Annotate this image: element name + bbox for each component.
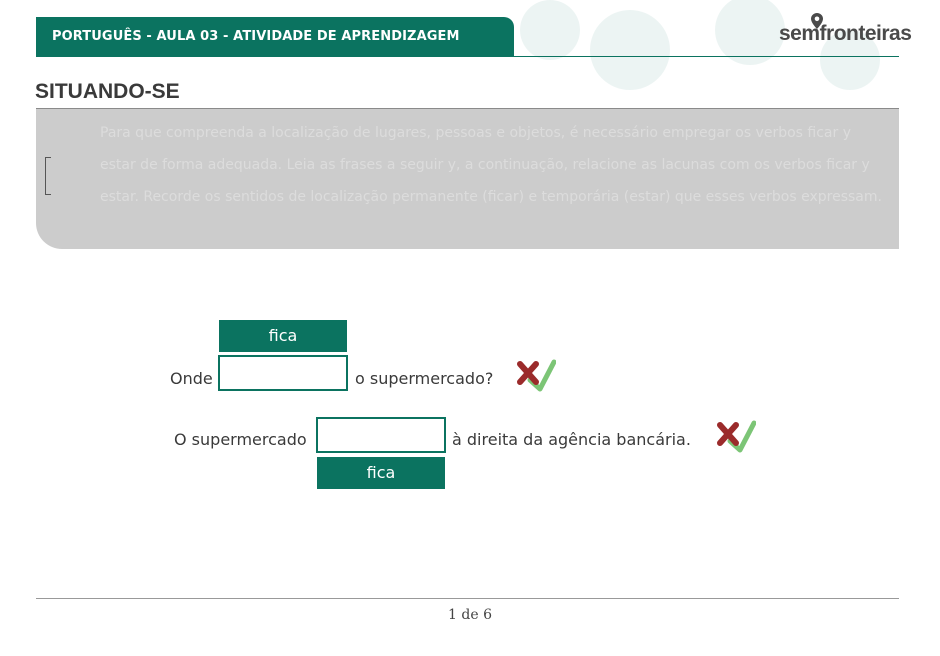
answer-chip-fica-2[interactable]: fica	[317, 457, 445, 489]
sentence-2-before: O supermercado	[174, 430, 307, 449]
answer-input-2[interactable]	[316, 417, 446, 453]
logo-text-fronteiras: fronteiras	[819, 22, 912, 45]
section-title: SITUANDO-SE	[35, 80, 180, 103]
instruction-text: Para que compreenda a localização de lugares, pessoas e objetos, é necessário empregar os verbos ficar y estar de forma adequada. Leia as frases a seguir y, a continuação, relacione as lacunas com os verbos ficar y estar. Recorde os sentidos de localização permanente (ficar) e temporária (estar) que esses verbos expressam.	[100, 125, 882, 205]
logo-text-sem: sem	[779, 22, 820, 45]
instruction-panel	[36, 109, 899, 249]
page-indicator: 1 de 6	[448, 607, 492, 623]
bracket-marker	[45, 157, 51, 195]
sentence-1-before: Onde	[170, 369, 213, 388]
check-answer-icon[interactable]	[716, 419, 756, 455]
brand-logo	[779, 22, 911, 46]
lesson-header	[36, 17, 514, 57]
sentence-2-after: à direita da agência bancária.	[452, 430, 691, 449]
footer-divider	[36, 598, 899, 599]
lesson-title: PORTUGUÊS - AULA 03 - ATIVIDADE DE APRENDIZAGEM	[52, 29, 460, 44]
check-answer-icon[interactable]	[516, 358, 556, 394]
sentence-1-after: o supermercado?	[355, 369, 494, 388]
answer-chip-fica-1[interactable]: fica	[219, 320, 347, 352]
header-divider	[514, 56, 899, 57]
answer-input-1[interactable]	[218, 355, 348, 391]
